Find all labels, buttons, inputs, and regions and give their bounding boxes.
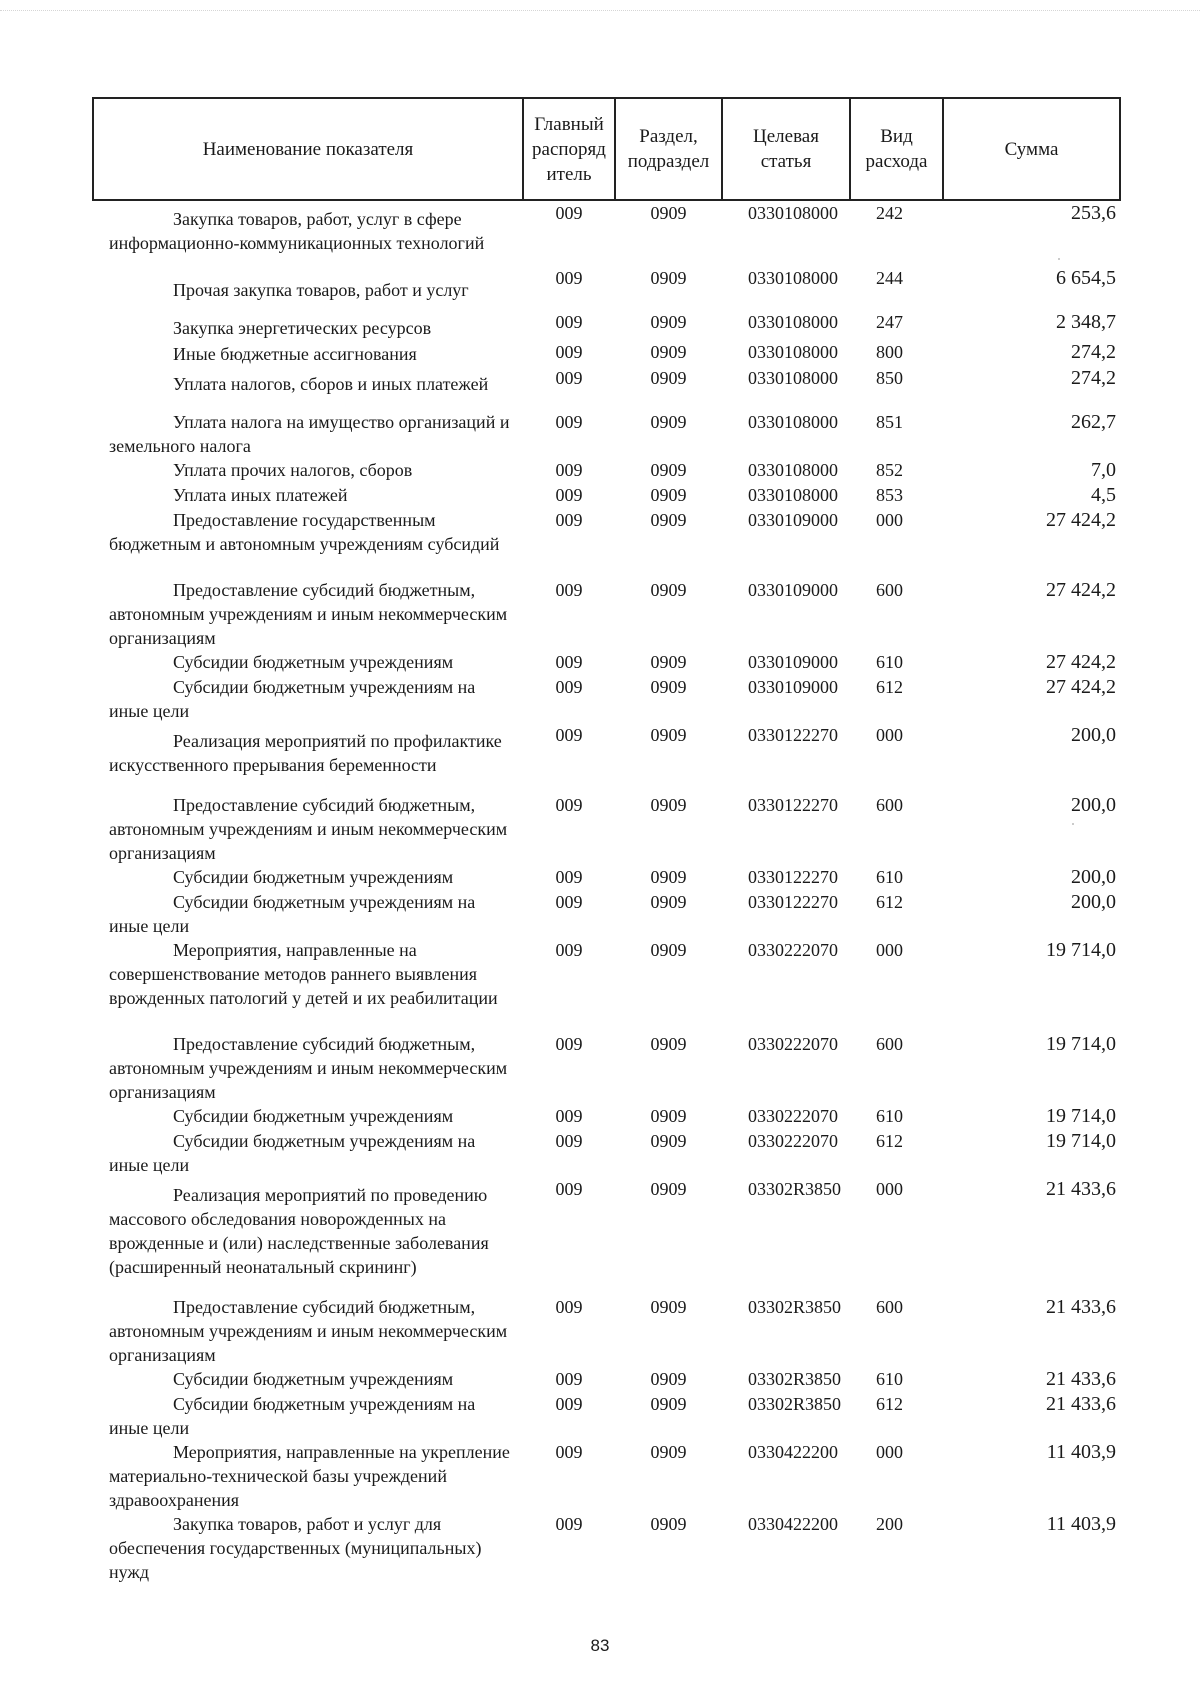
row-name-text: Закупка товаров, работ, услуг в сфере информационно-коммуникационных технологий [109, 209, 485, 253]
row-main-manager: 009 [555, 312, 583, 332]
row-main-manager: 009 [555, 1179, 583, 1199]
row-name [93, 200, 523, 266]
table-row [93, 340, 1120, 366]
table-row [93, 310, 1120, 340]
row-name [93, 938, 523, 1032]
row-section: 0909 [650, 1034, 687, 1054]
row-target: 0330122270 [748, 795, 838, 815]
row-section: 0909 [650, 460, 687, 480]
row-kind: 610 [876, 867, 903, 887]
row-section: 0909 [650, 1514, 687, 1534]
row-target: 0330422200 [748, 1514, 838, 1534]
table-row [93, 1295, 1120, 1367]
row-section: 0909 [650, 203, 687, 223]
row-sum: 21 433,6 [1046, 1178, 1116, 1200]
row-sum: 200,0 [1071, 891, 1116, 913]
row-name-text: Реализация мероприятий по профилактике искусственного прерывания беременности [109, 731, 502, 775]
row-name [93, 1512, 523, 1584]
row-name [93, 508, 523, 578]
row-name [93, 723, 523, 793]
row-kind: 000 [876, 940, 903, 960]
row-main-manager: 009 [555, 268, 583, 288]
row-target: 0330108000 [748, 268, 838, 288]
row-section: 0909 [650, 368, 687, 388]
row-section: 0909 [650, 580, 687, 600]
row-kind: 000 [876, 510, 903, 530]
row-name [93, 1177, 523, 1295]
row-target: 03302R3850 [748, 1369, 842, 1389]
row-name-text: Субсидии бюджетным учреждениям на иные цели [109, 1131, 476, 1175]
row-sum: 4,5 [1091, 484, 1116, 506]
scan-speck [1058, 258, 1060, 260]
row-sum: 274,2 [1071, 341, 1116, 363]
page-number: 83 [590, 1636, 610, 1655]
row-target: 0330108000 [748, 460, 838, 480]
table-row [93, 458, 1120, 483]
row-kind: 242 [876, 203, 903, 223]
header-kind: Вид расхода [850, 98, 943, 200]
row-name-text: Уплата налогов, сборов и иных платежей [173, 374, 489, 394]
row-kind: 000 [876, 1442, 903, 1462]
row-name [93, 1129, 523, 1177]
row-name [93, 1440, 523, 1512]
row-name [93, 1032, 523, 1104]
row-name [93, 340, 523, 366]
row-section: 0909 [650, 867, 687, 887]
row-name [93, 458, 523, 483]
row-target: 0330122270 [748, 867, 838, 887]
table-row [93, 483, 1120, 508]
row-sum: 253,6 [1071, 202, 1116, 224]
row-name [93, 1367, 523, 1392]
row-main-manager: 009 [555, 652, 583, 672]
row-kind: 851 [876, 412, 903, 432]
row-name [93, 890, 523, 938]
row-main-manager: 009 [555, 1442, 583, 1462]
row-main-manager: 009 [555, 1394, 583, 1414]
row-sum: 274,2 [1071, 367, 1116, 389]
row-name-text: Субсидии бюджетным учреждениям на иные цели [109, 892, 476, 936]
row-main-manager: 009 [555, 368, 583, 388]
table-row [93, 890, 1120, 938]
row-target: 0330108000 [748, 312, 838, 332]
table-body [93, 200, 1120, 1584]
row-kind: 800 [876, 342, 903, 362]
table-row [93, 578, 1120, 650]
row-kind: 000 [876, 725, 903, 745]
row-section: 0909 [650, 795, 687, 815]
row-name-text: Предоставление государственным бюджетным и автономным учреждениям субсидий [109, 510, 500, 554]
row-sum: 11 403,9 [1046, 1441, 1116, 1463]
row-sum: 21 433,6 [1046, 1368, 1116, 1390]
row-target: 03302R3850 [748, 1179, 842, 1199]
row-name-text: Предоставление субсидий бюджетным, автономным учреждениям и иным некоммерческим организациям [109, 580, 508, 648]
row-name [93, 1295, 523, 1367]
row-kind: 610 [876, 1106, 903, 1126]
row-kind: 244 [876, 268, 903, 288]
table-row [93, 508, 1120, 578]
row-sum: 2 348,7 [1056, 311, 1116, 333]
table-row [93, 675, 1120, 723]
row-sum: 6 654,5 [1056, 267, 1116, 289]
row-name-text: Прочая закупка товаров, работ и услуг [173, 280, 469, 300]
row-sum: 19 714,0 [1046, 1105, 1116, 1127]
row-section: 0909 [650, 940, 687, 960]
table-row [93, 865, 1120, 890]
row-name-text: Реализация мероприятий по проведению массового обследования новорожденных на врожденные и (или) наследственные заболевания (расширенный неонатальный скрининг) [109, 1185, 489, 1277]
row-main-manager: 009 [555, 580, 583, 600]
row-target: 03302R3850 [748, 1394, 842, 1414]
row-name [93, 675, 523, 723]
row-kind: 247 [876, 312, 903, 332]
scan-top-edge [0, 10, 1200, 11]
row-main-manager: 009 [555, 1297, 583, 1317]
row-main-manager: 009 [555, 1034, 583, 1054]
table-row [93, 1177, 1120, 1295]
row-sum: 200,0 [1071, 724, 1116, 746]
table-row [93, 650, 1120, 675]
row-kind: 612 [876, 677, 903, 697]
row-sum: 19 714,0 [1046, 1033, 1116, 1055]
scan-speck [1072, 823, 1074, 825]
table-row [93, 793, 1120, 865]
row-target: 0330109000 [748, 510, 838, 530]
row-name-text: Иные бюджетные ассигнования [173, 344, 417, 364]
row-target: 0330108000 [748, 342, 838, 362]
budget-table [92, 97, 1121, 1584]
table-row [93, 366, 1120, 410]
row-name [93, 1392, 523, 1440]
row-main-manager: 009 [555, 940, 583, 960]
table-row [93, 1104, 1120, 1129]
row-sum: 19 714,0 [1046, 1130, 1116, 1152]
row-section: 0909 [650, 725, 687, 745]
row-target: 03302R3850 [748, 1297, 842, 1317]
row-section: 0909 [650, 892, 687, 912]
row-target: 0330109000 [748, 580, 838, 600]
table-row [93, 266, 1120, 310]
row-section: 0909 [650, 652, 687, 672]
row-name-text: Предоставление субсидий бюджетным, автономным учреждениям и иным некоммерческим организациям [109, 1034, 508, 1102]
row-sum: 200,0 [1071, 794, 1116, 816]
table-row [93, 1440, 1120, 1512]
row-section: 0909 [650, 342, 687, 362]
row-name-text: Субсидии бюджетным учреждениям [173, 1106, 454, 1126]
row-section: 0909 [650, 1106, 687, 1126]
row-target: 0330222070 [748, 1131, 838, 1151]
row-section: 0909 [650, 485, 687, 505]
header-target: Целевая статья [722, 98, 850, 200]
row-main-manager: 009 [555, 342, 583, 362]
row-target: 0330108000 [748, 368, 838, 388]
row-target: 0330109000 [748, 677, 838, 697]
row-section: 0909 [650, 1131, 687, 1151]
row-sum: 27 424,2 [1046, 676, 1116, 698]
row-section: 0909 [650, 312, 687, 332]
row-name-text: Закупка товаров, работ и услуг для обеспечения государственных (муниципальных) нужд [109, 1514, 482, 1582]
row-name-text: Субсидии бюджетным учреждениям [173, 652, 454, 672]
row-name-text: Уплата иных платежей [173, 485, 348, 505]
row-kind: 600 [876, 580, 903, 600]
row-target: 0330222070 [748, 940, 838, 960]
row-kind: 850 [876, 368, 903, 388]
row-kind: 200 [876, 1514, 903, 1534]
table-row [93, 1392, 1120, 1440]
row-target: 0330108000 [748, 412, 838, 432]
row-name [93, 793, 523, 865]
row-name [93, 410, 523, 458]
row-main-manager: 009 [555, 1369, 583, 1389]
row-main-manager: 009 [555, 203, 583, 223]
row-section: 0909 [650, 268, 687, 288]
row-sum: 19 714,0 [1046, 939, 1116, 961]
row-kind: 852 [876, 460, 903, 480]
row-main-manager: 009 [555, 510, 583, 530]
row-main-manager: 009 [555, 677, 583, 697]
row-name [93, 1104, 523, 1129]
row-kind: 610 [876, 1369, 903, 1389]
row-name [93, 483, 523, 508]
row-target: 0330222070 [748, 1106, 838, 1126]
row-kind: 600 [876, 1297, 903, 1317]
row-main-manager: 009 [555, 460, 583, 480]
row-main-manager: 009 [555, 412, 583, 432]
row-name-text: Мероприятия, направленные на совершенствование методов раннего выявления врожденных патологий у детей и их реабилитации [109, 940, 498, 1008]
row-target: 0330122270 [748, 725, 838, 745]
header-sum: Сумма [943, 98, 1120, 200]
row-target: 0330422200 [748, 1442, 838, 1462]
row-kind: 600 [876, 1034, 903, 1054]
row-target: 0330108000 [748, 485, 838, 505]
row-kind: 600 [876, 795, 903, 815]
row-name-text: Уплата налога на имущество организаций и земельного налога [109, 412, 510, 456]
row-target: 0330109000 [748, 652, 838, 672]
row-name-text: Субсидии бюджетным учреждениям на иные цели [109, 1394, 476, 1438]
row-sum: 21 433,6 [1046, 1296, 1116, 1318]
header-section: Раздел, подраздел [615, 98, 722, 200]
row-main-manager: 009 [555, 1106, 583, 1126]
row-main-manager: 009 [555, 892, 583, 912]
row-sum: 262,7 [1071, 411, 1116, 433]
row-name-text: Мероприятия, направленные на укрепление материально-технической базы учреждений здравоохранения [109, 1442, 510, 1510]
row-target: 0330122270 [748, 892, 838, 912]
row-name-text: Субсидии бюджетным учреждениям на иные цели [109, 677, 476, 721]
row-section: 0909 [650, 1179, 687, 1199]
budget-table-sheet [92, 97, 1119, 1584]
table-row [93, 723, 1120, 793]
row-sum: 27 424,2 [1046, 509, 1116, 531]
row-section: 0909 [650, 1394, 687, 1414]
row-main-manager: 009 [555, 867, 583, 887]
row-sum: 11 403,9 [1046, 1513, 1116, 1535]
row-section: 0909 [650, 412, 687, 432]
row-main-manager: 009 [555, 1131, 583, 1151]
row-name [93, 578, 523, 650]
table-row [93, 1367, 1120, 1392]
row-sum: 27 424,2 [1046, 579, 1116, 601]
row-kind: 612 [876, 1394, 903, 1414]
row-kind: 610 [876, 652, 903, 672]
header-main-manager: Главный распоряд итель [523, 98, 615, 200]
row-section: 0909 [650, 510, 687, 530]
table-row [93, 410, 1120, 458]
row-section: 0909 [650, 1369, 687, 1389]
row-sum: 21 433,6 [1046, 1393, 1116, 1415]
table-row [93, 938, 1120, 1032]
row-kind: 000 [876, 1179, 903, 1199]
row-name [93, 650, 523, 675]
row-sum: 27 424,2 [1046, 651, 1116, 673]
row-kind: 612 [876, 1131, 903, 1151]
row-name-text: Субсидии бюджетным учреждениям [173, 1369, 454, 1389]
row-name [93, 865, 523, 890]
row-name-text: Предоставление субсидий бюджетным, автономным учреждениям и иным некоммерческим организациям [109, 1297, 508, 1365]
row-main-manager: 009 [555, 795, 583, 815]
row-name [93, 366, 523, 410]
header-name: Наименование показателя [93, 98, 523, 200]
table-row [93, 1032, 1120, 1104]
row-section: 0909 [650, 677, 687, 697]
row-name-text: Закупка энергетических ресурсов [173, 318, 432, 338]
row-section: 0909 [650, 1442, 687, 1462]
row-name-text: Предоставление субсидий бюджетным, автономным учреждениям и иным некоммерческим организациям [109, 795, 508, 863]
row-name-text: Субсидии бюджетным учреждениям [173, 867, 454, 887]
table-row [93, 200, 1120, 266]
row-sum: 7,0 [1091, 459, 1116, 481]
row-kind: 853 [876, 485, 903, 505]
table-row [93, 1512, 1120, 1584]
row-section: 0909 [650, 1297, 687, 1317]
row-main-manager: 009 [555, 1514, 583, 1534]
row-name-text: Уплата прочих налогов, сборов [173, 460, 413, 480]
row-name [93, 266, 523, 310]
row-main-manager: 009 [555, 725, 583, 745]
row-target: 0330108000 [748, 203, 838, 223]
row-main-manager: 009 [555, 485, 583, 505]
table-row [93, 1129, 1120, 1177]
row-name [93, 310, 523, 340]
row-kind: 612 [876, 892, 903, 912]
table-header [93, 98, 1120, 200]
row-sum: 200,0 [1071, 866, 1116, 888]
row-target: 0330222070 [748, 1034, 838, 1054]
